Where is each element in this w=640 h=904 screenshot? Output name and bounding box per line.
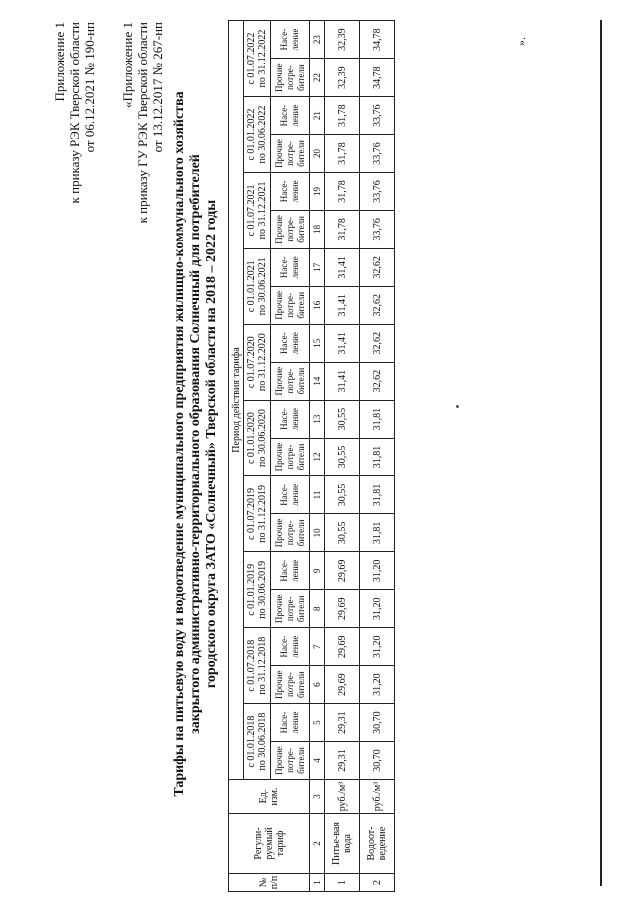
- header-other-consumers: Прочие потре-бители: [271, 59, 310, 97]
- period-from: с 01.07.2018: [246, 639, 257, 692]
- tariff-value: 33,76: [360, 173, 395, 211]
- annex-2-line1: «Приложение 1: [120, 22, 135, 109]
- header-population: Насе-ление: [271, 552, 310, 590]
- header-other-consumers: Прочие потре-бители: [271, 438, 310, 476]
- column-number: 20: [310, 135, 325, 173]
- title-line3: городского округа ЗАТО «Солнечный» Тверской области на 2018 – 2022 годы: [204, 199, 219, 689]
- tariff-value: 32,62: [360, 324, 395, 362]
- column-number: 21: [310, 97, 325, 135]
- header-population: Насе-ление: [271, 476, 310, 514]
- period-to: по 30.06.2019: [257, 560, 268, 619]
- tariff-value: 31,20: [360, 628, 395, 666]
- column-number: 17: [310, 248, 325, 286]
- header-population: Насе-ление: [271, 248, 310, 286]
- tariff-value: 31,78: [325, 135, 360, 173]
- document-title: [172, 64, 220, 824]
- tariff-value: 31,41: [325, 324, 360, 362]
- header-other-consumers: Прочие потре-бители: [271, 362, 310, 400]
- tariff-value: 29,31: [325, 742, 360, 780]
- tariff-value: 33,76: [360, 97, 395, 135]
- annex-1-line2: к приказу РЭК Тверской области: [67, 22, 82, 204]
- tariff-value: 31,78: [325, 173, 360, 211]
- column-number: 10: [310, 514, 325, 552]
- period-to: по 30.06.2021: [257, 257, 268, 316]
- tariff-value: 31,41: [325, 362, 360, 400]
- header-other-consumers: Прочие потре-бители: [271, 210, 310, 248]
- tariff-value: 30,55: [325, 400, 360, 438]
- tariff-value: 33,76: [360, 210, 395, 248]
- unit-of-measure: руб./м³: [325, 780, 360, 814]
- header-population: Насе-ление: [271, 704, 310, 742]
- column-number: 6: [310, 666, 325, 704]
- annex-2-line2: к приказу ГУ РЭК Тверской области: [135, 22, 150, 224]
- tariff-value: 31,81: [360, 438, 395, 476]
- tariff-value: 30,55: [325, 514, 360, 552]
- tariff-value: 30,55: [325, 438, 360, 476]
- table-row: [360, 21, 395, 892]
- tariff-value: 32,62: [360, 286, 395, 324]
- tariff-value: 31,81: [360, 514, 395, 552]
- annex-2-header: [120, 22, 165, 262]
- annex-1-line3: от 06.12.2021 № 190-нп: [82, 22, 97, 153]
- period-from: с 01.07.2022: [246, 32, 257, 85]
- period-from: с 01.01.2022: [246, 108, 257, 161]
- header-population: Насе-ление: [271, 21, 310, 59]
- period-to: по 31.12.2022: [257, 29, 268, 88]
- tariff-value: 30,70: [360, 704, 395, 742]
- annex-1-header: [52, 22, 97, 232]
- period-from: с 01.07.2019: [246, 487, 257, 540]
- tariff-value: 31,81: [360, 476, 395, 514]
- tariff-value: 32,39: [325, 21, 360, 59]
- tariff-value: 31,20: [360, 552, 395, 590]
- title-line2: закрытого административно-территориального образования Солнечный для потребителей: [188, 154, 203, 734]
- header-other-consumers: Прочие потре-бители: [271, 514, 310, 552]
- column-number: 2: [310, 814, 325, 874]
- column-number: 4: [310, 742, 325, 780]
- period-to: по 31.12.2019: [257, 485, 268, 543]
- column-number: 14: [310, 362, 325, 400]
- tariff-value: 31,41: [325, 286, 360, 324]
- table-row: [325, 21, 360, 892]
- tariff-value: 34,78: [360, 21, 395, 59]
- header-other-consumers: Прочие потре-бители: [271, 666, 310, 704]
- tariff-value: 33,76: [360, 135, 395, 173]
- tariff-table: [228, 20, 395, 892]
- row-number: 2: [360, 874, 395, 892]
- title-line1: Тарифы на питьевую воду и водоотведение муниципального предприятия жилищно-коммунального хозяйства: [172, 91, 187, 797]
- scan-speck: [456, 405, 459, 408]
- period-range-10: [244, 21, 271, 97]
- tariff-value: 29,69: [325, 552, 360, 590]
- header-population: Насе-ление: [271, 324, 310, 362]
- period-to: по 31.12.2020: [257, 333, 268, 392]
- tariff-value: 31,20: [360, 666, 395, 704]
- tariff-value: 30,70: [360, 742, 395, 780]
- tariff-value: 34,78: [360, 59, 395, 97]
- period-to: по 30.06.2020: [257, 409, 268, 467]
- period-from: с 01.01.2018: [246, 715, 257, 768]
- period-range-1: [244, 704, 271, 780]
- period-to: по 31.12.2018: [257, 636, 268, 695]
- column-number: 18: [310, 210, 325, 248]
- tariff-value: 32,62: [360, 362, 395, 400]
- header-other-consumers: Прочие потре-бители: [271, 742, 310, 780]
- unit-of-measure: руб./м³: [360, 780, 395, 814]
- tariff-value: 32,39: [325, 59, 360, 97]
- period-range-5: [244, 400, 271, 476]
- header-unit: Ед. изм.: [229, 780, 310, 814]
- tariff-value: 29,69: [325, 666, 360, 704]
- period-from: с 01.01.2020: [246, 412, 257, 465]
- column-number: 16: [310, 286, 325, 324]
- column-number: 3: [310, 780, 325, 814]
- header-other-consumers: Прочие потре-бители: [271, 590, 310, 628]
- tariff-value: 32,62: [360, 248, 395, 286]
- tariff-value: 31,81: [360, 400, 395, 438]
- header-tariff: Регули-руемый тариф: [229, 814, 310, 874]
- period-to: по 30.06.2022: [257, 105, 268, 164]
- header-other-consumers: Прочие потре-бители: [271, 135, 310, 173]
- period-range-4: [244, 476, 271, 552]
- tariff-value: 31,20: [360, 590, 395, 628]
- period-range-9: [244, 97, 271, 173]
- column-number: 13: [310, 400, 325, 438]
- period-from: с 01.01.2021: [246, 260, 257, 313]
- column-number: 5: [310, 704, 325, 742]
- scan-edge-line: [600, 20, 602, 886]
- period-from: с 01.07.2020: [246, 336, 257, 389]
- column-number: 19: [310, 173, 325, 211]
- column-number: 12: [310, 438, 325, 476]
- tariff-name: Водоот-ведение: [360, 814, 395, 874]
- period-range-7: [244, 248, 271, 324]
- column-number: 22: [310, 59, 325, 97]
- header-population: Насе-ление: [271, 628, 310, 666]
- row-number: 1: [325, 874, 360, 892]
- header-other-consumers: Прочие потре-бители: [271, 286, 310, 324]
- closing-quote: ».: [514, 37, 528, 46]
- tariff-value: 31,78: [325, 97, 360, 135]
- annex-2-line3: от 13.12.2017 № 267-нп: [150, 22, 165, 153]
- header-row-number: № п/п: [229, 874, 310, 892]
- period-range-8: [244, 173, 271, 249]
- tariff-value: 29,69: [325, 628, 360, 666]
- column-number: 1: [310, 874, 325, 892]
- column-number: 7: [310, 628, 325, 666]
- tariff-name: Питье-вая вода: [325, 814, 360, 874]
- period-range-6: [244, 324, 271, 400]
- tariff-value: 31,78: [325, 210, 360, 248]
- header-population: Насе-ление: [271, 173, 310, 211]
- column-number: 8: [310, 590, 325, 628]
- column-number: 9: [310, 552, 325, 590]
- header-population: Насе-ление: [271, 97, 310, 135]
- header-period: Период действия тарифа: [229, 21, 244, 780]
- period-from: с 01.01.2019: [246, 563, 257, 616]
- column-number: 11: [310, 476, 325, 514]
- annex-1-line1: Приложение 1: [52, 22, 67, 102]
- tariff-value: 30,55: [325, 476, 360, 514]
- period-range-2: [244, 628, 271, 704]
- period-to: по 30.06.2018: [257, 712, 268, 771]
- column-number: 23: [310, 21, 325, 59]
- tariff-value: 31,41: [325, 248, 360, 286]
- tariff-value: 29,31: [325, 704, 360, 742]
- period-to: по 31.12.2021: [257, 181, 268, 240]
- period-from: с 01.07.2021: [246, 184, 257, 237]
- tariff-value: 29,69: [325, 590, 360, 628]
- period-range-3: [244, 552, 271, 628]
- header-population: Насе-ление: [271, 400, 310, 438]
- column-number: 15: [310, 324, 325, 362]
